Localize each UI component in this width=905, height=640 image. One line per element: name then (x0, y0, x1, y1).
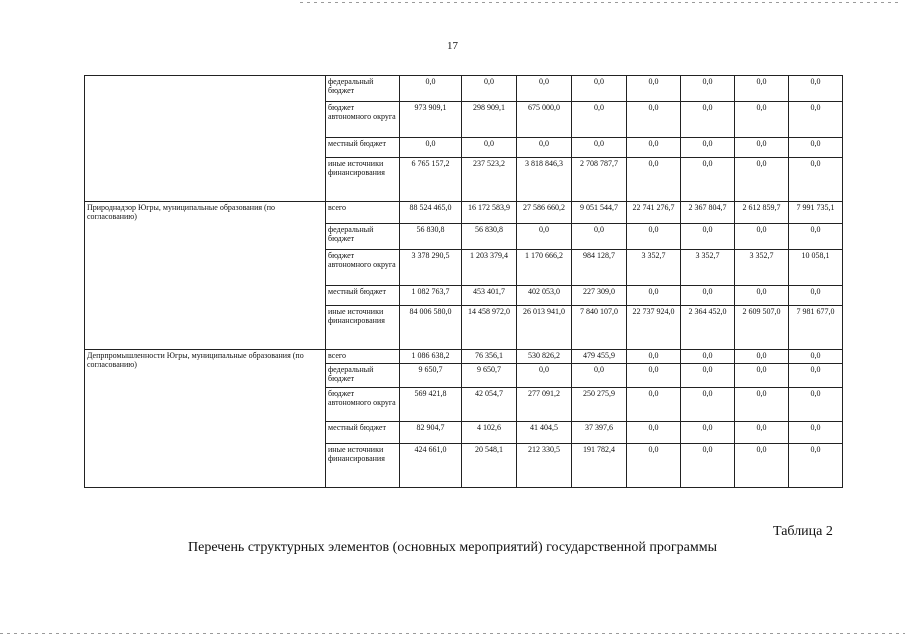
value-cell: 237 523,2 (462, 158, 517, 202)
value-cell: 277 091,2 (517, 388, 572, 422)
value-cell: 1 086 638,2 (400, 350, 462, 364)
value-cell: 7 991 735,1 (789, 202, 843, 224)
value-cell: 0,0 (627, 224, 681, 250)
value-cell: 0,0 (681, 138, 735, 158)
budget-table (84, 75, 843, 488)
value-cell: 0,0 (681, 364, 735, 388)
value-cell: 37 397,6 (572, 422, 627, 444)
value-cell: 6 765 157,2 (400, 158, 462, 202)
value-cell: 2 609 507,0 (735, 306, 789, 350)
value-cell: 675 000,0 (517, 102, 572, 138)
value-cell: 10 058,1 (789, 250, 843, 286)
value-cell: 2 708 787,7 (572, 158, 627, 202)
funding-source-cell: местный бюджет (326, 422, 400, 444)
value-cell: 0,0 (735, 364, 789, 388)
value-cell: 0,0 (627, 364, 681, 388)
value-cell: 191 782,4 (572, 444, 627, 488)
scan-noise-top (300, 2, 900, 3)
value-cell: 0,0 (681, 422, 735, 444)
funding-source-cell: всего (326, 202, 400, 224)
value-cell: 0,0 (789, 158, 843, 202)
value-cell: 0,0 (681, 286, 735, 306)
value-cell: 7 981 677,0 (789, 306, 843, 350)
value-cell: 0,0 (789, 224, 843, 250)
value-cell: 84 006 580,0 (400, 306, 462, 350)
value-cell: 0,0 (789, 102, 843, 138)
value-cell: 3 352,7 (735, 250, 789, 286)
table-label: Таблица 2 (773, 524, 833, 539)
value-cell: 42 054,7 (462, 388, 517, 422)
value-cell: 0,0 (572, 102, 627, 138)
value-cell: 0,0 (789, 138, 843, 158)
funding-source-cell: всего (326, 350, 400, 364)
value-cell: 0,0 (627, 76, 681, 102)
funding-source-cell: федеральный бюджет (326, 76, 400, 102)
value-cell: 0,0 (735, 138, 789, 158)
value-cell: 0,0 (681, 350, 735, 364)
value-cell: 0,0 (627, 138, 681, 158)
page-number: 17 (447, 40, 458, 52)
value-cell: 56 830,8 (400, 224, 462, 250)
value-cell: 22 737 924,0 (627, 306, 681, 350)
funding-source-cell: бюджет автономного округа (326, 102, 400, 138)
value-cell: 0,0 (572, 364, 627, 388)
value-cell: 0,0 (572, 138, 627, 158)
value-cell: 0,0 (627, 158, 681, 202)
value-cell: 0,0 (681, 444, 735, 488)
value-cell: 0,0 (735, 158, 789, 202)
value-cell: 14 458 972,0 (462, 306, 517, 350)
value-cell: 3 352,7 (627, 250, 681, 286)
value-cell: 0,0 (517, 138, 572, 158)
value-cell: 1 203 379,4 (462, 250, 517, 286)
value-cell: 453 401,7 (462, 286, 517, 306)
value-cell: 0,0 (627, 422, 681, 444)
value-cell: 27 586 660,2 (517, 202, 572, 224)
value-cell: 227 309,0 (572, 286, 627, 306)
value-cell: 0,0 (789, 388, 843, 422)
value-cell: 0,0 (681, 158, 735, 202)
value-cell: 0,0 (789, 286, 843, 306)
value-cell: 56 830,8 (462, 224, 517, 250)
value-cell: 0,0 (735, 444, 789, 488)
value-cell: 0,0 (681, 224, 735, 250)
value-cell: 9 650,7 (400, 364, 462, 388)
value-cell: 0,0 (789, 364, 843, 388)
value-cell: 3 352,7 (681, 250, 735, 286)
value-cell: 0,0 (627, 286, 681, 306)
value-cell: 569 421,8 (400, 388, 462, 422)
value-cell: 41 404,5 (517, 422, 572, 444)
value-cell: 0,0 (681, 102, 735, 138)
value-cell: 0,0 (681, 388, 735, 422)
scan-noise-bottom (0, 633, 905, 634)
section-title: Перечень структурных элементов (основных мероприятий) государственной программы (188, 540, 717, 555)
value-cell: 0,0 (735, 76, 789, 102)
value-cell: 424 661,0 (400, 444, 462, 488)
value-cell: 2 612 859,7 (735, 202, 789, 224)
value-cell: 0,0 (400, 76, 462, 102)
value-cell: 22 741 276,7 (627, 202, 681, 224)
org-name-cell (85, 76, 326, 202)
funding-source-cell: иные источники финансирования (326, 444, 400, 488)
value-cell: 0,0 (789, 350, 843, 364)
value-cell: 0,0 (735, 422, 789, 444)
value-cell: 20 548,1 (462, 444, 517, 488)
value-cell: 2 364 452,0 (681, 306, 735, 350)
value-cell: 1 082 763,7 (400, 286, 462, 306)
value-cell: 88 524 465,0 (400, 202, 462, 224)
value-cell: 250 275,9 (572, 388, 627, 422)
value-cell: 0,0 (572, 224, 627, 250)
value-cell: 3 818 846,3 (517, 158, 572, 202)
org-name-cell: Природнадзор Югры, муниципальные образования (по согласованию) (85, 202, 326, 350)
value-cell: 0,0 (735, 388, 789, 422)
value-cell: 0,0 (735, 102, 789, 138)
value-cell: 402 053,0 (517, 286, 572, 306)
value-cell: 0,0 (627, 444, 681, 488)
funding-source-cell: иные источники финансирования (326, 306, 400, 350)
value-cell: 0,0 (627, 350, 681, 364)
value-cell: 298 909,1 (462, 102, 517, 138)
value-cell: 0,0 (400, 138, 462, 158)
value-cell: 0,0 (462, 138, 517, 158)
value-cell: 984 128,7 (572, 250, 627, 286)
value-cell: 9 051 544,7 (572, 202, 627, 224)
funding-source-cell: бюджет автономного округа (326, 250, 400, 286)
value-cell: 0,0 (517, 224, 572, 250)
value-cell: 0,0 (681, 76, 735, 102)
value-cell: 16 172 583,9 (462, 202, 517, 224)
value-cell: 76 356,1 (462, 350, 517, 364)
value-cell: 0,0 (789, 422, 843, 444)
value-cell: 0,0 (735, 350, 789, 364)
table-row (85, 350, 843, 364)
value-cell: 82 904,7 (400, 422, 462, 444)
value-cell: 0,0 (735, 224, 789, 250)
value-cell: 2 367 804,7 (681, 202, 735, 224)
value-cell: 530 826,2 (517, 350, 572, 364)
value-cell: 212 330,5 (517, 444, 572, 488)
value-cell: 0,0 (627, 102, 681, 138)
org-name-cell: Депрпромышленности Югры, муниципальные образования (по согласованию) (85, 350, 326, 488)
value-cell: 479 455,9 (572, 350, 627, 364)
value-cell: 0,0 (462, 76, 517, 102)
value-cell: 0,0 (789, 444, 843, 488)
value-cell: 0,0 (572, 76, 627, 102)
funding-source-cell: иные источники финансирования (326, 158, 400, 202)
table-row (85, 76, 843, 102)
value-cell: 973 909,1 (400, 102, 462, 138)
value-cell: 4 102,6 (462, 422, 517, 444)
funding-source-cell: местный бюджет (326, 138, 400, 158)
funding-source-cell: федеральный бюджет (326, 364, 400, 388)
value-cell: 0,0 (517, 364, 572, 388)
value-cell: 0,0 (735, 286, 789, 306)
value-cell: 0,0 (789, 76, 843, 102)
funding-source-cell: федеральный бюджет (326, 224, 400, 250)
value-cell: 0,0 (517, 76, 572, 102)
value-cell: 1 170 666,2 (517, 250, 572, 286)
funding-source-cell: местный бюджет (326, 286, 400, 306)
funding-source-cell: бюджет автономного округа (326, 388, 400, 422)
value-cell: 0,0 (627, 388, 681, 422)
value-cell: 7 840 107,0 (572, 306, 627, 350)
table-row (85, 202, 843, 224)
value-cell: 9 650,7 (462, 364, 517, 388)
value-cell: 26 013 941,0 (517, 306, 572, 350)
value-cell: 3 378 290,5 (400, 250, 462, 286)
